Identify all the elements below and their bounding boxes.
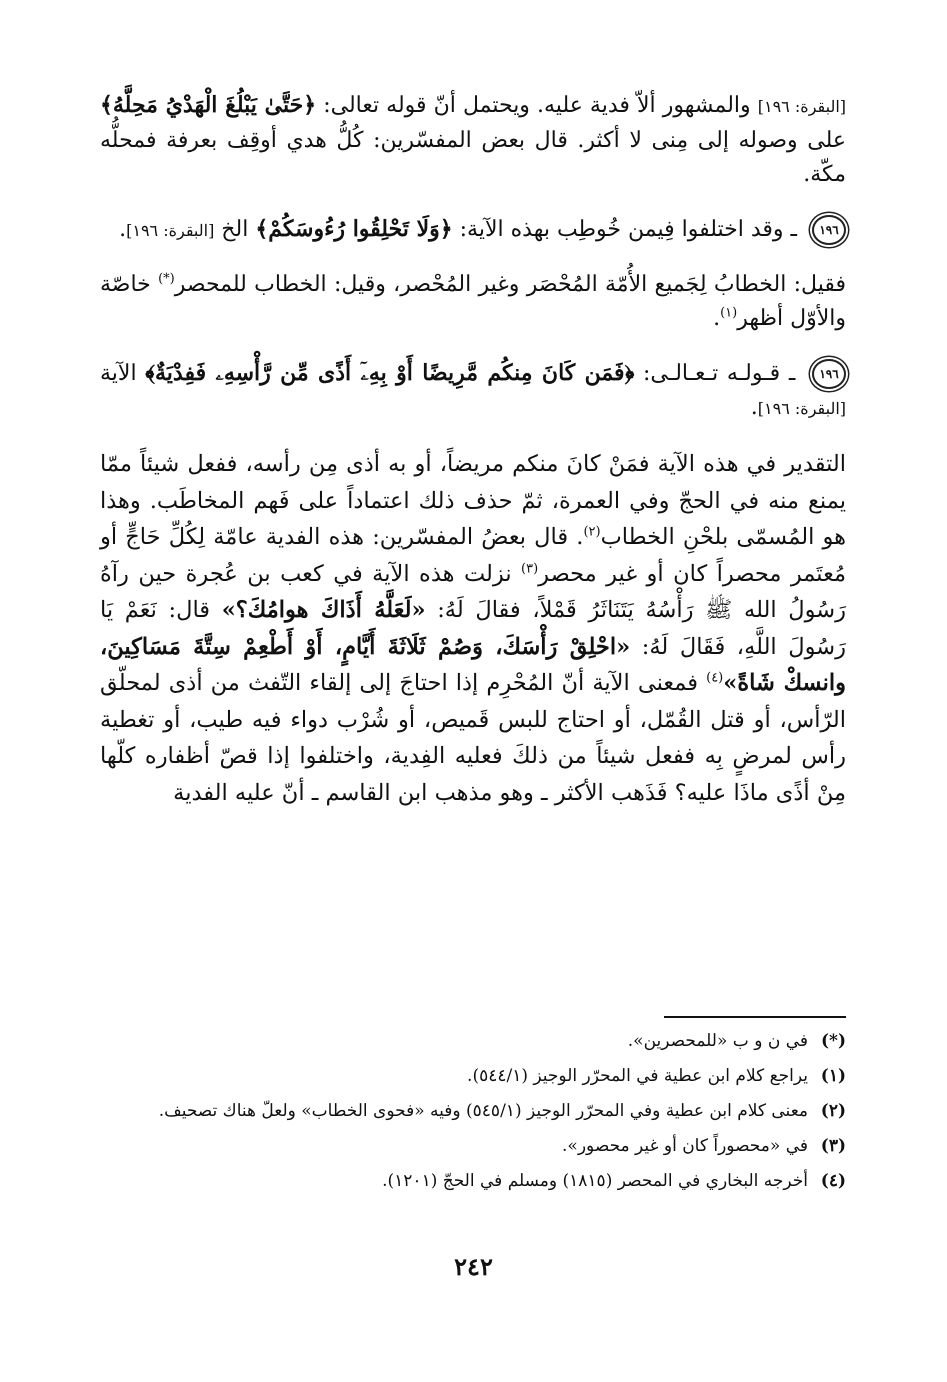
quran-verse: ﴿حَتَّىٰ يَبْلُغَ الْهَدْيُ مَحِلَّهُ﴾ <box>100 92 317 118</box>
verse-number-medallion: ١٩٦ <box>812 215 846 245</box>
paragraph-2-text-b: الخ <box>214 217 256 242</box>
footnote-ref: (*) <box>158 271 175 287</box>
quran-verse: ﴿وَلَا تَحْلِقُوا رُءُوسَكُمْ﴾ <box>255 216 453 242</box>
footnote-text: في ن و ب «للمحصرين». <box>627 1031 808 1051</box>
paragraph-5-text-b: . قال بعضُ المفسّرين: هذه الفدية عامّة لِكُلِّ حَاجٍّ أو مُعتَمر محصراً كان أو غير محصر <box>100 524 846 587</box>
footnote-number: (١) <box>820 1066 846 1086</box>
page-number: ٢٤٢ <box>454 1252 493 1281</box>
footnote <box>100 1132 846 1161</box>
footnote-number: (٣) <box>820 1136 846 1156</box>
footnote <box>100 1027 846 1056</box>
paragraph-2-text-c: . <box>119 217 127 242</box>
paragraph-4-text-a: ـ قـولـه تـعـالـى: <box>634 361 804 386</box>
surah-reference: [البقرة: ١٩٦] <box>757 399 846 418</box>
quran-verse: ﴿فَمَن كَانَ مِنكُم مَّرِيضًا أَوْ بِهِۦٓ أَذًى مِّن رَّأْسِهِۦ فَفِدْيَةٌ﴾ <box>145 360 635 386</box>
paragraph-1-text-a: والمشهور ألاّ فدية عليه. ويحتمل أنّ قوله تعالى: <box>316 93 758 118</box>
surah-reference: [البقرة: ١٩٦] <box>757 97 847 116</box>
paragraph-5-text-d: قال: نَعَمْ يَا رَسُولَ اللَّهِ، فَقَالَ لَهُ: <box>100 597 846 660</box>
paragraph-5-text-e: فمعنى الآية أنّ المُحْرِم إذا احتاجَ إلى إلقاء التّفث من أذى لمحلّق الرّأس، أو قتل القُمّل، أو احتاج للبس قَميص، أو شُرْب دواء فيه طيب، أو تغطية رأس لمرضٍ بِه ففعل شيئاً من ذلكَ فعليه الفِدية، واختلفوا إذا قصّ أظفاره كلّها مِنْ أذًى ماذَا عليه؟ فَذَهب الأكثر ـ وهو مذهب ابن القاسم ـ أنّ عليه الفدية <box>100 670 846 806</box>
hadith-quote: «احْلِقْ رَأْسَكَ، وَصُمْ ثَلَاثَةَ أَيَّامٍ، أَوْ أَطْعِمْ سِتَّةَ مَسَاكِينَ، وانسكْ شَاةً» <box>100 633 846 696</box>
paragraph-4 <box>100 356 846 426</box>
paragraph-5-text-c: نزلت هذه الآية في كعب بن عُجرة حين رآهُ رَسُولُ الله ﷺ رَأْسُهُ يَتَنَاثَرُ قَمْلاً، فقالَ لَهُ: <box>100 560 846 623</box>
paragraph-2 <box>100 212 846 248</box>
footnote <box>100 1167 846 1196</box>
footnote-text: يراجع كلام ابن عطية في المحرّر الوجيز (٥٤٤/١). <box>467 1066 808 1086</box>
surah-reference: [البقرة: ١٩٦] <box>126 221 215 240</box>
footnote-ref: (٣) <box>521 561 539 576</box>
footnotes <box>100 1027 846 1202</box>
footnote <box>100 1062 846 1091</box>
footnote-number: (٢) <box>820 1101 846 1121</box>
footnote <box>100 1097 846 1126</box>
hadith-quote: «لَعَلَّهُ أَذَاكَ هوامُكَ؟» <box>221 597 426 623</box>
footnote-ref: (٤) <box>706 670 724 686</box>
paragraph-5 <box>100 446 846 811</box>
footnote-text: معنى كلام ابن عطية وفي المحرّر الوجيز (٥٤٥/١) وفيه «فحوى الخطاب» ولعلّ هناك تصحيف. <box>158 1101 808 1121</box>
paragraph-3-text-b: خاصّة والأوّل أظهر <box>100 272 846 331</box>
paragraph-5-text-a: التقدير في هذه الآية فمَنْ كانَ منكم مريضاً، أو به أذى مِن رأسه، ففعل شيئاً ممّا يمنع منه في الحجّ وفي العمرة، ثمّ حذف ذلك اعتماداً على فَهم المخاطَب. وهذا هو المُسمّى بلحْنِ الخطاب <box>100 451 846 550</box>
paragraph-1 <box>100 88 846 192</box>
paragraph-3 <box>100 268 846 336</box>
footnote-ref: (١) <box>720 305 738 321</box>
footnote-text: في «محصوراً كان أو غير محصور». <box>562 1136 808 1156</box>
footnote-divider <box>664 1016 846 1018</box>
paragraph-3-text-a: فقيل: الخطابُ لِجَميع الأُمّة المُحْصَر وغير المُحْصر، وقيل: الخطاب للمحصر <box>174 272 846 297</box>
paragraph-2-text-a: ـ وقد اختلفوا فِيمن خُوطِب بهذه الآية: <box>452 217 804 242</box>
footnote-number: (*) <box>821 1031 846 1051</box>
main-text <box>100 88 846 831</box>
paragraph-3-text-c: . <box>713 306 721 331</box>
footnote-ref: (٢) <box>583 524 601 540</box>
paragraph-1-text-b: على وصوله إلى مِنى لا أكثر. قال بعض المفسّرين: كُلُّ هدي أوقِف بعرفة فمحلُّه مكّة. <box>100 128 846 187</box>
paragraph-4-text-c: . <box>750 395 758 420</box>
verse-number-medallion: ١٩٦ <box>812 359 846 389</box>
footnote-text: أخرجه البخاري في المحصر (١٨١٥) ومسلم في الحجّ (١٢٠١). <box>382 1171 808 1191</box>
paragraph-4-text-b: الآية <box>100 361 146 386</box>
footnote-number: (٤) <box>820 1171 846 1191</box>
